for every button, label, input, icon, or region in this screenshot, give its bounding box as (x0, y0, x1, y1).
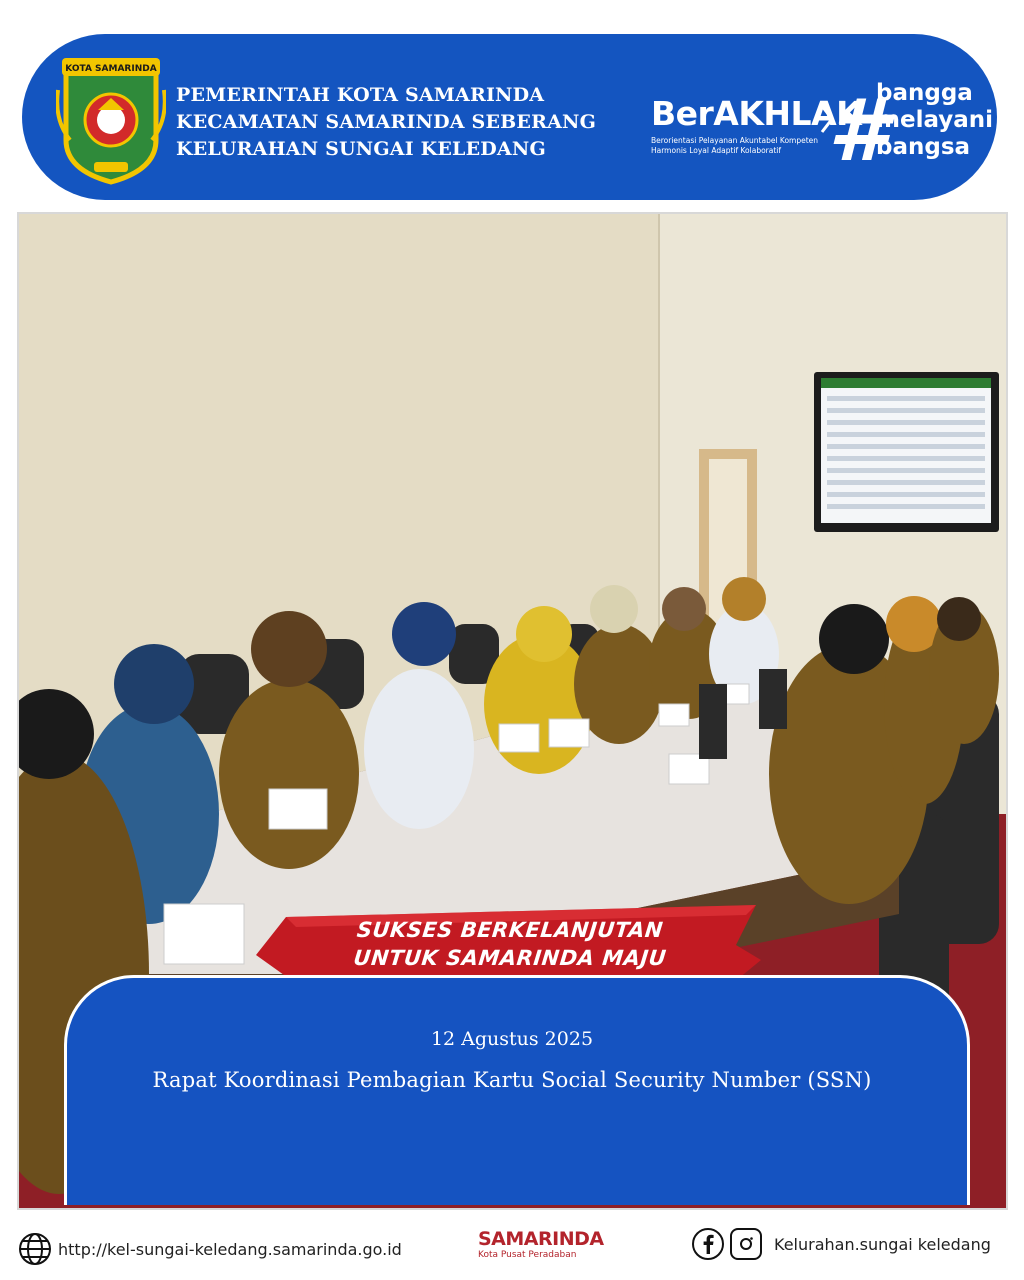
website-url: http://kel-sungai-keledang.samarinda.go.id (58, 1239, 402, 1259)
berakhlak-tagline-1: Berorientasi Pelayanan Akuntabel Kompeten (651, 136, 819, 145)
facebook-icon[interactable] (692, 1228, 724, 1260)
event-date: 12 Agustus 2025 (430, 1028, 594, 1050)
footer-logo-main: SAMARINDA (478, 1228, 604, 1250)
bangga-words (876, 80, 993, 161)
org-line-city: PEMERINTAH KOTA SAMARINDA (176, 84, 545, 106)
instagram-icon[interactable] (730, 1228, 762, 1260)
samarinda-footer-logo (474, 1228, 619, 1268)
bangga-word-2: melayani (876, 107, 994, 133)
bangga-word-1: bangga (876, 80, 973, 106)
bangga-melayani-bangsa-logo (828, 78, 994, 198)
tagline-line-2: UNTUK SAMARINDA MAJU (352, 946, 668, 970)
tagline-line-1: SUKSES BERKELANJUTAN (355, 918, 665, 942)
social-handle[interactable]: Kelurahan.sungai keledang (774, 1234, 991, 1254)
berakhlak-tagline-2: Harmonis Loyal Adaptif Kolaboratif (651, 146, 782, 155)
globe-icon (18, 1232, 52, 1266)
samarinda-emblem-logo (56, 50, 166, 186)
org-line-district: KECAMATAN SAMARINDA SEBERANG (176, 111, 597, 133)
header-banner (22, 34, 997, 200)
emblem-label: KOTA SAMARINDA (65, 64, 157, 74)
footer-logo-sub: Kota Pusat Peradaban (478, 1250, 577, 1260)
hashtag-icon: # (828, 81, 888, 181)
organization-name (176, 82, 596, 163)
org-line-village: KELURAHAN SUNGAI KELEDANG (176, 138, 546, 160)
website-link[interactable] (18, 1232, 402, 1266)
bangga-word-3: bangsa (876, 134, 971, 160)
social-links (692, 1228, 991, 1260)
event-title: Rapat Koordinasi Pembagian Kartu Social Security Number (SSN) (152, 1068, 872, 1092)
berakhlak-title: BerAKHLAK (651, 94, 862, 133)
